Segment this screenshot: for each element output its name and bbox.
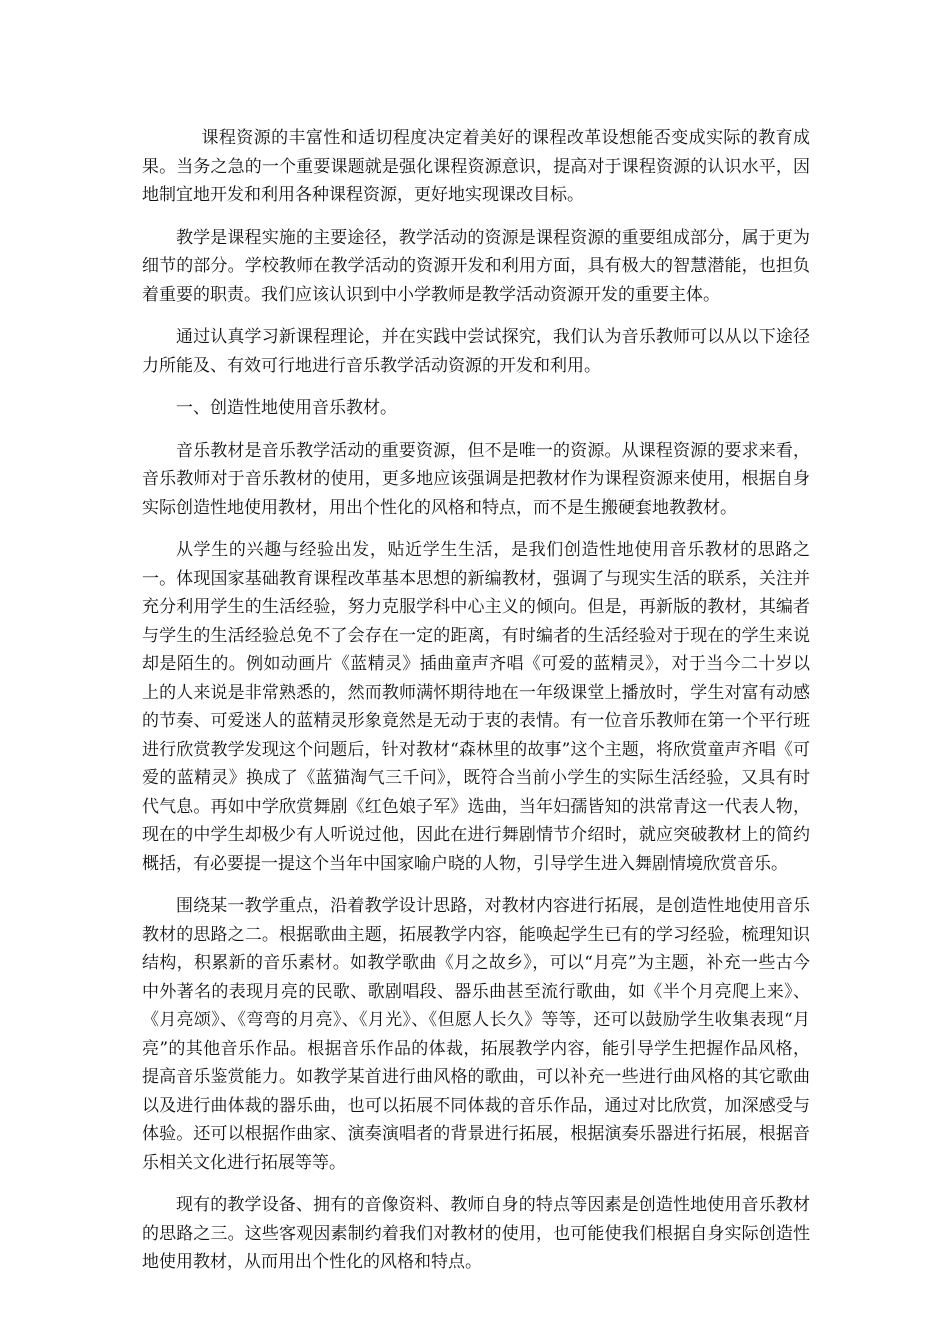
paragraph-approach-two: 围绕某一教学重点，沿着教学设计思路，对教材内容进行拓展，是创造性地使用音乐教材的思路之二。根据歌曲主题，拓展教学内容，能唤起学生已有的学习经验，梳理知识结构，积累新的音乐素材。如教学歌曲《月之故乡》，可以“月亮”为主题，补充一些古今中外著名的表现月亮的民歌、歌剧唱段、器乐曲甚至流行歌曲，如《半个月亮爬上来》、《月亮颂》、《弯弯的月亮》、《月光》、《但愿人长久》等等，还可以鼓励学生收集表现“月亮”的其他音乐作品。根据音乐作品的体裁，拓展教学内容，能引导学生把握作品风格，提高音乐鉴赏能力。如教学某首进行曲风格的歌曲，可以补充一些进行曲风格的其它歌曲以及进行曲体裁的器乐曲，也可以拓展不同体裁的音乐作品，通过对比欣赏，加深感受与体验。还可以根据作曲家、演奏演唱者的背景进行拓展，根据演奏乐器进行拓展，根据音乐相关文化进行拓展等等。 — [142, 896, 810, 1173]
paragraph-approaches-intro: 通过认真学习新课程理论，并在实践中尝试探究，我们认为音乐教师可以从以下途径力所能及、有效可行地进行音乐教学活动资源的开发和利用。 — [142, 327, 810, 376]
paragraph-approach-three: 现有的教学设备、拥有的音像资料、教师自身的特点等因素是创造性地使用音乐教材的思路之三。这些客观因素制约着我们对教材的使用，也可能使我们根据自身实际创造性地使用教材，从而用出个性化的风格和特点。 — [142, 1195, 810, 1272]
section-heading-1: 一、创造性地使用音乐教材。 — [176, 398, 397, 418]
paragraph-intro: 课程资源的丰富性和适切程度决定着美好的课程改革设想能否变成实际的教育成果。当务之急的一个重要课题就是强化课程资源意识，提高对于课程资源的认识水平，因地制宜地开发和利用各种课程资源，更好地实现课改目标。 — [142, 128, 810, 205]
paragraph-textbook-resource: 音乐教材是音乐教学活动的重要资源，但不是唯一的资源。从课程资源的要求来看，音乐教师对于音乐教材的使用，更多地应该强调是把教材作为课程资源来使用，根据自身实际创造性地使用教材，用出个性化的风格和特点，而不是生搬硬套地教教材。 — [142, 440, 810, 518]
document-body — [142, 124, 810, 1291]
paragraph-approach-one: 从学生的兴趣与经验出发，贴近学生生活，是我们创造性地使用音乐教材的思路之一。体现国家基础教育课程改革基本思想的新编教材，强调了与现实生活的联系，关注并充分利用学生的生活经验，努力克服学科中心主义的倾向。但是，再新版的教材，其编者与学生的生活经验总免不了会存在一定的距离，有时编者的生活经验对于现在的学生来说却是陌生的。例如动画片《蓝精灵》插曲童声齐唱《可爱的蓝精灵》，对于当今二十岁以上的人来说是非常熟悉的，然而教师满怀期待地在一年级课堂上播放时，学生对富有动感的节奏、可爱迷人的蓝精灵形象竟然是无动于衷的表情。有一位音乐教师在第一个平行班进行欣赏教学发现这个问题后，针对教材“森林里的故事”这个主题，将欣赏童声齐唱《可爱的蓝精灵》换成了《蓝猫淘气三千问》，既符合当前小学生的实际生活经验，又具有时代气息。再如中学欣赏舞剧《红色娘子军》选曲，当年妇孺皆知的洪常青这一代表人物，现在的中学生却极少有人听说过他，因此在进行舞剧情节介绍时，就应突破教材上的简约概括，有必要提一提这个当年中国家喻户晓的人物，引导学生进入舞剧情境欣赏音乐。 — [142, 540, 810, 874]
paragraph-teaching-main-path: 教学是课程实施的主要途径，教学活动的资源是课程资源的重要组成部分，属于更为细节的部分。学校教师在教学活动的资源开发和利用方面，具有极大的智慧潜能，也担负着重要的职责。我们应该认识到中小学教师是教学活动资源开发的重要主体。 — [142, 227, 810, 305]
